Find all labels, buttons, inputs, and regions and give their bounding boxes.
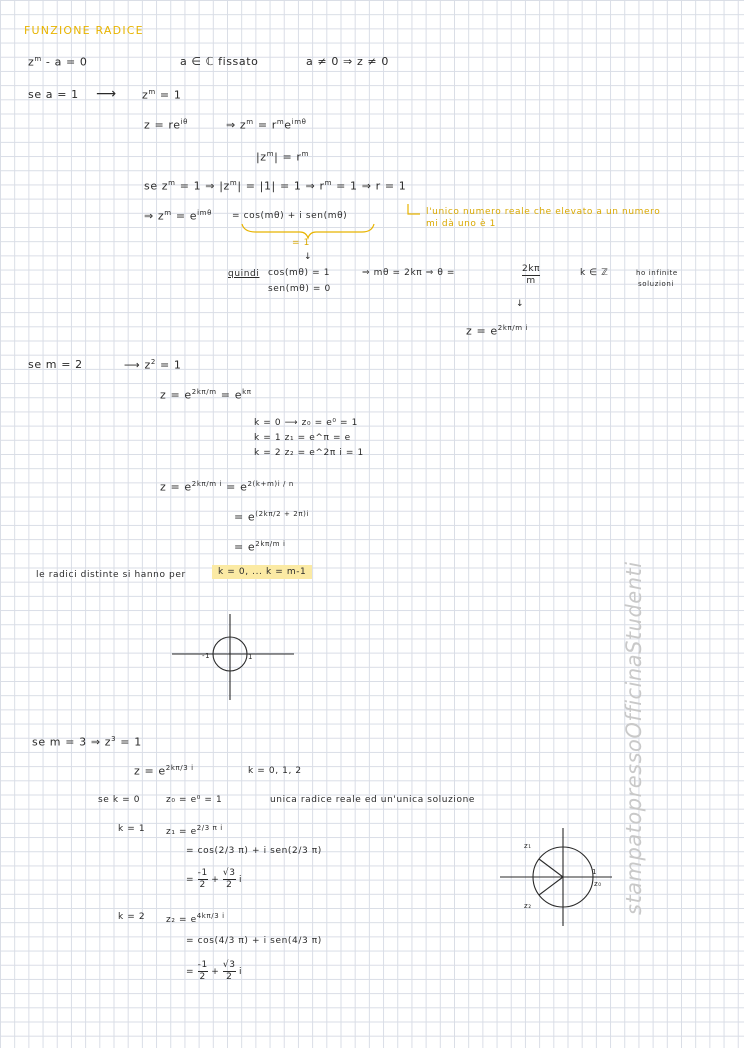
z1-euler: $z_1 = e^{2/3 \pi i}$: [166, 824, 223, 837]
theta-fraction: $\frac{2k\pi}{m}$: [522, 264, 541, 286]
watermark: stampatopressoOfficinaStudenti: [622, 561, 646, 915]
case-m-equals-3: se m = 3 ⇒ $z^3 = 1$: [32, 735, 142, 749]
distinct-roots-text: le radici distinte si hanno per: [36, 570, 186, 580]
z-m-polar: ⇒ $z^m = r^me^{im\theta}$: [226, 118, 307, 132]
k0-row: k = 0 ⟶ z₀ = e⁰ = 1: [254, 418, 358, 428]
z-e-plus-2pi: = $e^{(2k\pi/2 + 2\pi)i}$: [234, 510, 310, 524]
down-arrow-2: ↓: [516, 299, 525, 309]
a-nonzero-implies-z-nonzero: a ≠ 0 ⇒ z ≠ 0: [306, 55, 389, 68]
modulus-z-m: $|z^m| = r^m$: [256, 150, 309, 164]
if-z-m-equals-1: se $z^m = 1$ ⇒ $|z^m| = |1| = 1$ ⇒ $r^m = 1$ ⇒ r = 1: [144, 179, 407, 193]
circle-label-minus-1: -1: [202, 652, 211, 660]
z-e-2kpi-3-i: $z = e^{2k\pi/3 i}$: [134, 764, 194, 778]
arrow: ⟶: [96, 86, 117, 102]
circle3-label-1: 1: [592, 868, 598, 876]
z1-algebraic: = $\frac{-1}{2}$ + $\frac{√3}{2}$ i: [186, 868, 243, 890]
infinite-solutions-1: ho infinite: [636, 269, 678, 277]
cos-plus-i-sen: = cos(mθ) + i sen(mθ): [232, 211, 348, 221]
sen-m-theta-0: sen(mθ) = 0: [268, 284, 331, 294]
infinite-solutions-2: soluzioni: [638, 280, 674, 288]
k-in-z: k ∈ ℤ: [580, 268, 609, 278]
down-arrow: ↓: [304, 252, 313, 262]
case-m-equals-2: se m = 2: [28, 358, 83, 371]
z-e-general: $z = e^{2k\pi/m i} = e^{2(k+m)i / n}$: [160, 480, 294, 494]
brace-equals-1: = 1: [292, 238, 310, 248]
z1-trig: = cos(2/3 π) + i sen(2/3 π): [186, 846, 322, 856]
brace-cos-sen: [242, 224, 374, 238]
circle3-label-z1: z₁: [524, 842, 532, 850]
k2-row: k = 2 z₂ = e^2π i = 1: [254, 448, 364, 458]
distinct-roots-range: k = 0, ... k = m-1: [212, 565, 312, 579]
quindi: quindi: [228, 269, 260, 279]
circle-label-1: 1: [248, 653, 254, 661]
z-m-euler: ⇒ $z^m = e^{im\theta}$: [144, 209, 212, 223]
z-polar-form: $z = re^{i\theta}$: [144, 118, 189, 132]
note-hook: [408, 204, 420, 214]
k0-label: se k = 0: [98, 795, 141, 805]
z2-euler: $z_2 = e^{4k\pi/3 i}$: [166, 912, 225, 925]
z-m-equals-1: $z^m = 1$: [142, 88, 182, 102]
unit-circle-m2: [172, 614, 294, 700]
case-a-equals-1: se a = 1: [28, 88, 79, 101]
note-only-real-number: l'unico numero reale che elevato a un numero mi dà uno è 1: [426, 207, 661, 229]
k2-label: k = 2: [118, 912, 146, 922]
circle3-label-z2: z₂: [524, 902, 532, 910]
page-title: FUNZIONE RADICE: [24, 24, 144, 37]
z-e-periodic: = $e^{2k\pi/m i}$: [234, 540, 286, 554]
cos-m-theta-1: cos(mθ) = 1: [268, 268, 331, 278]
unique-real-root: unica radice reale ed un'unica soluzione: [270, 795, 476, 805]
z-e-2kpi-m: $z = e^{2k\pi/m} = e^{k\pi}$: [160, 388, 252, 402]
unit-circle-m3: [500, 828, 612, 926]
k-values: k = 0, 1, 2: [248, 766, 302, 776]
a-in-c-fixed: a ∈ ℂ fissato: [180, 55, 259, 68]
circle3-label-z0: z₀: [594, 880, 602, 888]
z-equals-e-2kpi-m-i: $z = e^{2k\pi/m i}$: [466, 324, 529, 338]
k1-label: k = 1: [118, 824, 146, 834]
z2-algebraic: = $\frac{-1}{2}$ + $\frac{√3}{2}$ i: [186, 960, 243, 982]
z-squared-equals-1: ⟶ $z^2 = 1$: [124, 358, 182, 372]
m-theta-2k-pi: ⇒ mθ = 2kπ ⇒ θ =: [362, 268, 456, 278]
z0-value: z₀ = e⁰ = 1: [166, 795, 223, 805]
equation-z-m-minus-a: $z^m - a = 0$: [28, 55, 88, 69]
z2-trig: = cos(4/3 π) + i sen(4/3 π): [186, 936, 322, 946]
k1-row: k = 1 z₁ = e^π = e: [254, 433, 351, 443]
